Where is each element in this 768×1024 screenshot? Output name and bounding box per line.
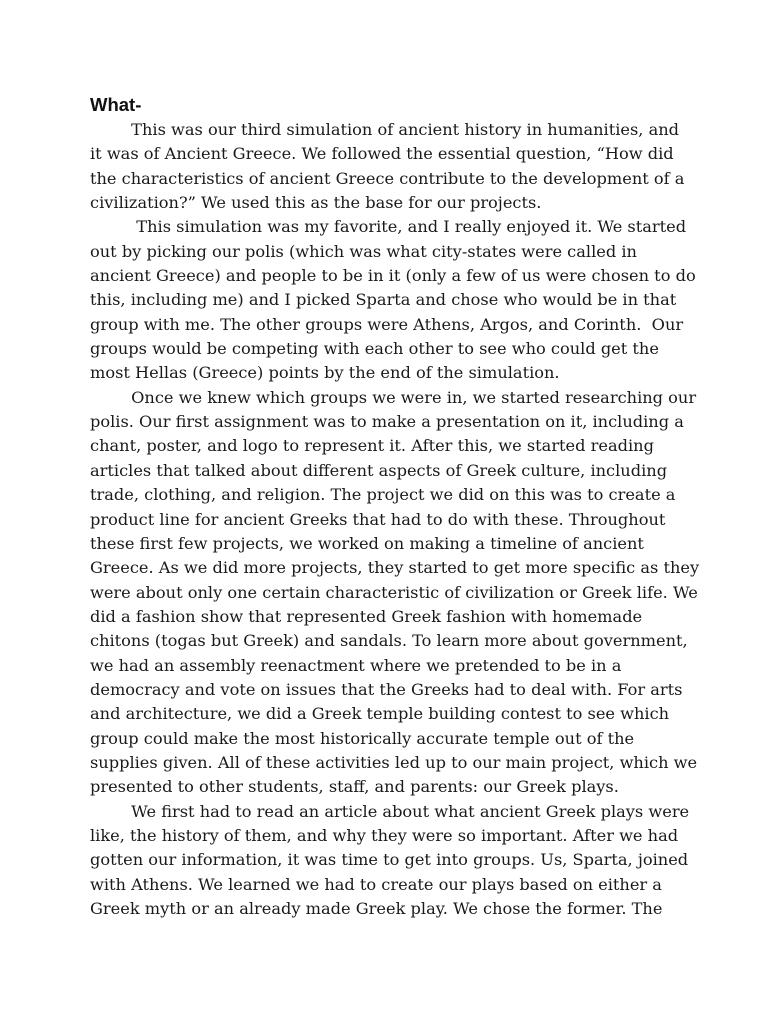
text-line: did a fashion show that represented Greek fashion with homemade [90, 606, 643, 626]
text-line: with Athens. We learned we had to create our plays based on either a [90, 874, 662, 894]
text-line: product line for ancient Greeks that had to do with these. Throughout [90, 509, 666, 529]
text-line: Once we knew which groups we were in, we started researching our [90, 387, 697, 407]
text-line: Greece. As we did more projects, they started to get more specific as they [90, 558, 700, 578]
text-line: gotten our information, it was time to get into groups. Us, Sparta, joined [90, 850, 689, 870]
text-line: these first few projects, we worked on making a timeline of ancient [90, 533, 644, 553]
text-line: polis. Our first assignment was to make a presentation on it, including a [90, 412, 684, 432]
text-line: This was our third simulation of ancient history in humanities, and [90, 120, 680, 139]
text-line: it was of Ancient Greece. We followed the essential question, “How did [90, 144, 674, 164]
text-line: This simulation was my favorite, and I really enjoyed it. We started [90, 217, 687, 237]
text-line: the characteristics of ancient Greece contribute to the development of a [90, 168, 685, 188]
text-line: chitons (togas but Greek) and sandals. To learn more about government, [90, 631, 688, 651]
section-heading: What- [90, 94, 142, 115]
text-line: were about only one certain characteristic of civilization or Greek life. We [90, 582, 698, 602]
text-line: supplies given. All of these activities led up to our main project, which we [90, 752, 698, 772]
text-line: democracy and vote on issues that the Greeks had to deal with. For arts [90, 679, 683, 699]
text-line: group could make the most historically accurate temple out of the [90, 728, 635, 748]
text-line: presented to other students, staff, and parents: our Greek plays. [90, 777, 619, 797]
text-line: We first had to read an article about what ancient Greek plays were [90, 801, 690, 821]
text-line: chant, poster, and logo to represent it. After this, we started reading [90, 436, 654, 456]
text-line: group with me. The other groups were Athens, Argos, and Corinth. Our [90, 314, 684, 334]
text-line: like, the history of them, and why they were so important. After we had [90, 825, 679, 845]
text-line: civilization?” We used this as the base for our projects. [90, 193, 542, 213]
text-line: we had an assembly reenactment where we pretended to be in a [90, 655, 622, 675]
text-line: articles that talked about different aspects of Greek culture, including [90, 460, 668, 480]
text-line: ancient Greece) and people to be in it (only a few of us were chosen to do [90, 266, 696, 286]
text-line: most Hellas (Greece) points by the end of the simulation. [90, 363, 560, 383]
text-line: and architecture, we did a Greek temple building contest to see which [90, 704, 670, 724]
text-line: groups would be competing with each other to see who could get the [90, 339, 659, 359]
text-line: Greek myth or an already made Greek play. We chose the former. The [90, 899, 663, 918]
text-line: this, including me) and I picked Sparta and chose who would be in that [90, 290, 677, 310]
text-line: out by picking our polis (which was what city-states were called in [90, 241, 637, 261]
body-text [90, 118, 700, 921]
text-line: trade, clothing, and religion. The project we did on this was to create a [90, 485, 676, 505]
